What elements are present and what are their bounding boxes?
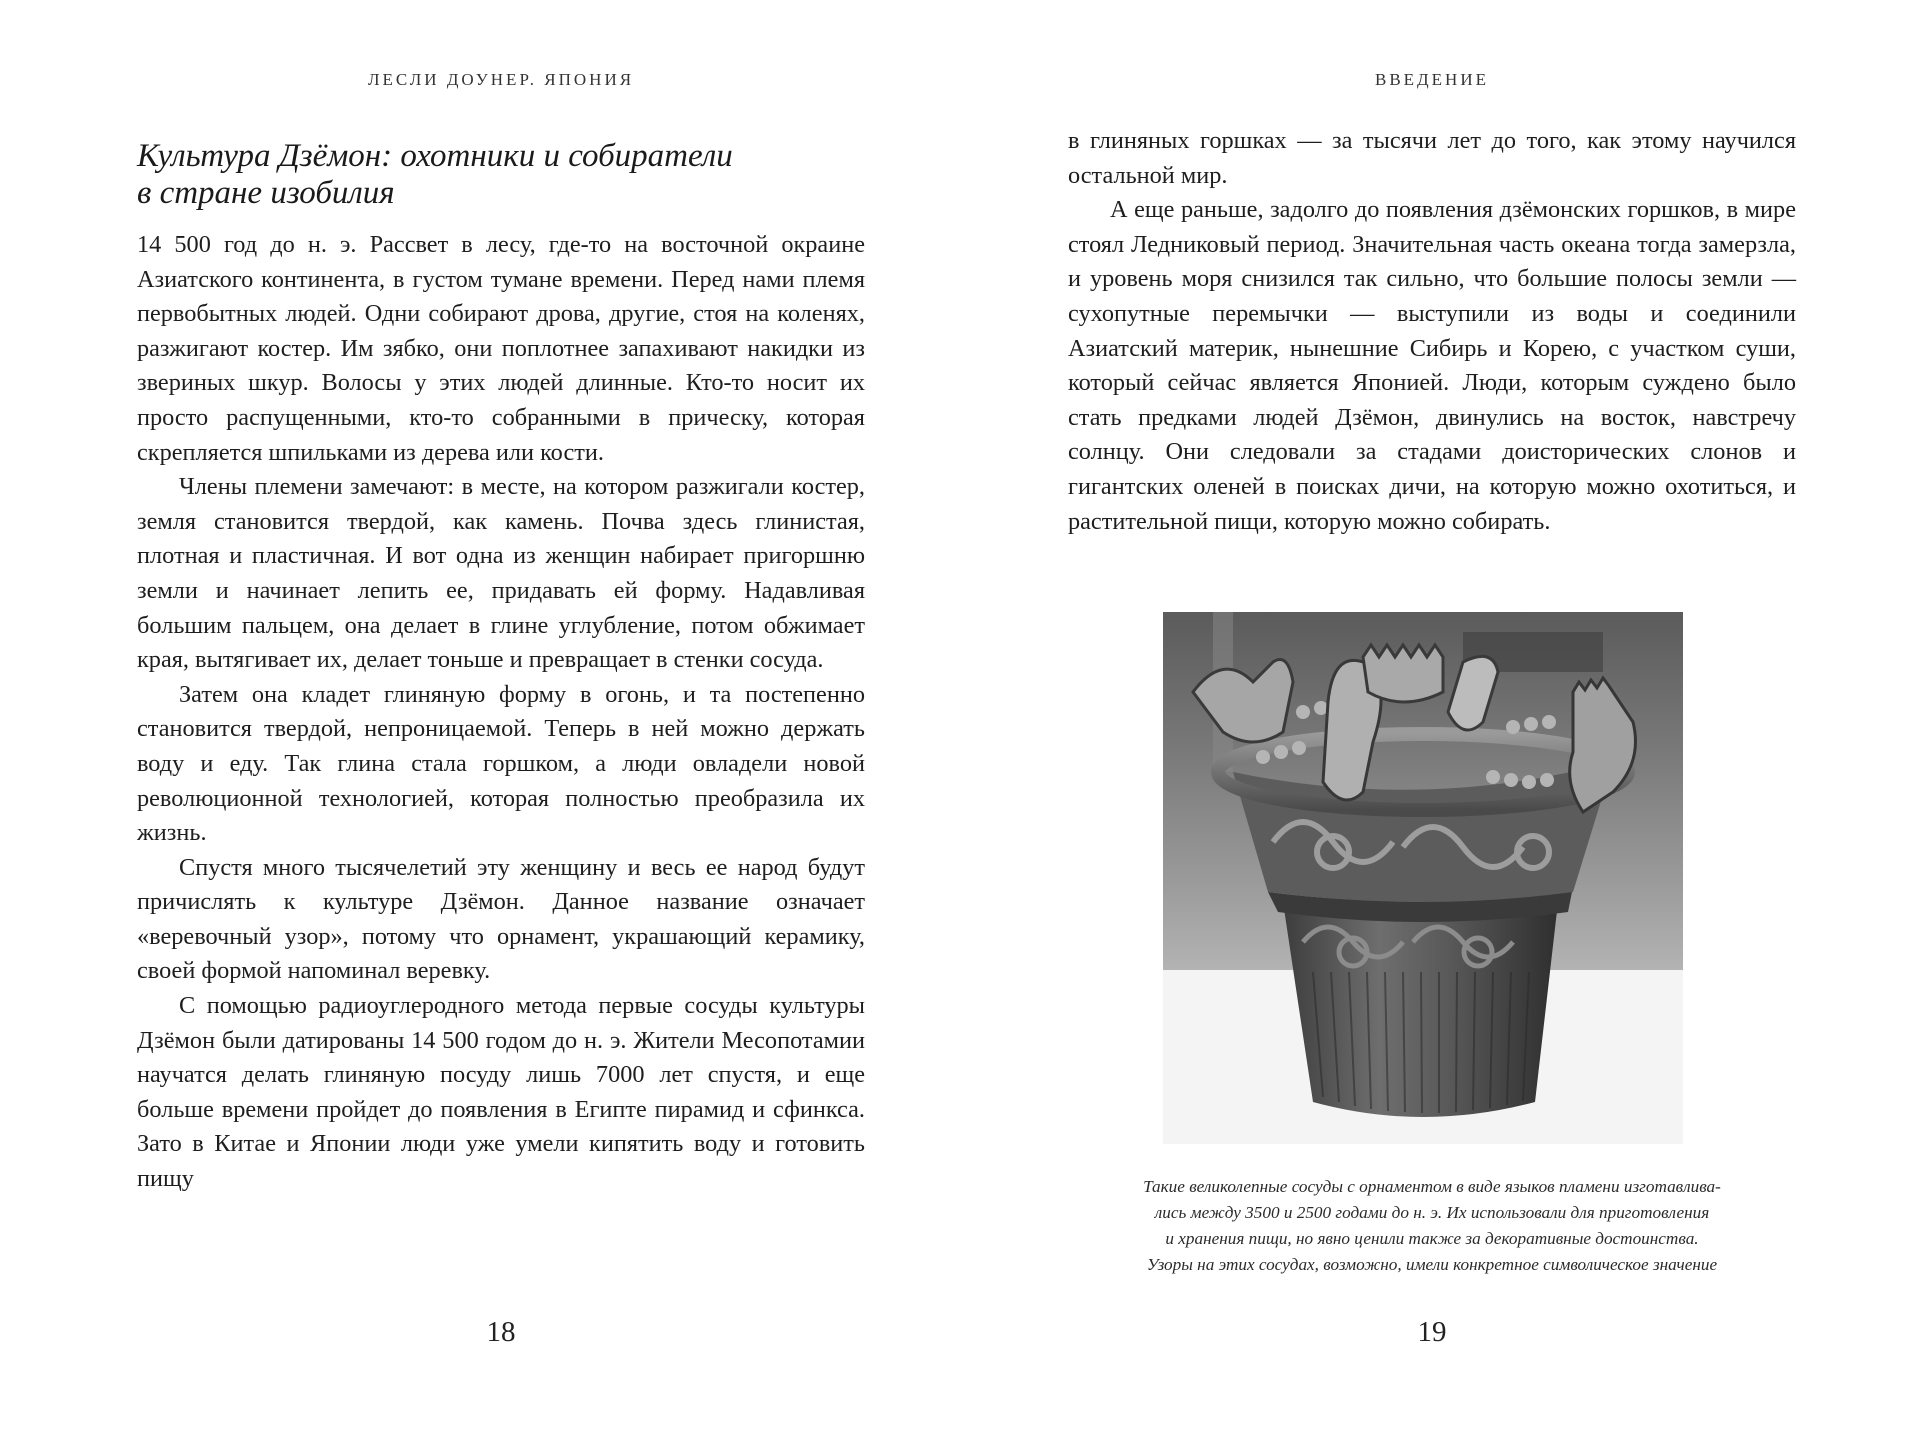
paragraph: Члены племени замечают: в месте, на котором разжигали костер, земля становится твердой, как камень. Почва здесь глинистая, плотная и пластичная. И вот одна из женщин набирает пригоршню земли и начинает лепить ее, придавать ей форму. Надавливая большим пальцем, она делает в глине углубление, потом обжимает края, вытягивает их, делает тоньше и превращает в стенки сосуда. (137, 473, 865, 674)
left-body-text (137, 228, 865, 1197)
paragraph: Спустя много тысячелетий эту женщину и весь ее народ будут причислять к культуре Дзёмон. Данное название означает «веревочный узор», потому что орнамент, украшающий керамику, своей формой напоминал веревку. (137, 853, 865, 985)
caption-line: Такие великолепные сосуды с орнаментом в виде языков пламени изготавлива- (1143, 1177, 1721, 1196)
caption-line: лись между 3500 и 2500 годами до н. э. Их использовали для приготовления (1154, 1203, 1710, 1222)
flame-pot-illustration-icon (1163, 612, 1683, 1144)
paragraph: Затем она кладет глиняную форму в огонь, и та постепенно становится твердой, непроницаемой. Теперь в ней можно держать воду и еду. Так глина стала горшком, а люди овладели новой революционной технологией, которая полностью преобразила их жизнь. (137, 680, 865, 847)
paragraph: 14 500 год до н. э. Рассвет в лесу, где-то на восточной окраине Азиатского континента, в густом тумане времени. Перед нами племя первобытных людей. Одни собирают дрова, другие, стоя на коленях, разжигают костер. Им зябко, они поплотнее запахивают накидки из звериных шкур. Волосы у этих людей длинные. Кто-то носит их просто распущенными, кто-то собранными в прическу, которая скрепляется шпильками из дерева или кости. (137, 231, 865, 466)
running-head-right: ВВЕДЕНИЕ (1375, 70, 1489, 89)
running-head-left: ЛЕСЛИ ДОУНЕР. ЯПОНИЯ (367, 70, 635, 89)
page-number-right: 19 (1417, 1316, 1447, 1348)
page-number-left: 18 (486, 1316, 516, 1348)
chapter-title-line2: в стране изобилия (137, 175, 395, 211)
figure-caption (1060, 1174, 1804, 1278)
paragraph: в глиняных горшках — за тысячи лет до того, как этому научился остальной мир. (1068, 127, 1796, 189)
left-page (137, 0, 865, 1432)
right-body-text (1068, 124, 1796, 539)
jomon-pot-photo (1163, 612, 1683, 1144)
chapter-title-line1: Культура Дзёмон: охотники и собиратели (137, 138, 733, 174)
caption-line: и хранения пищи, но явно ценили также за декоративные достоинства. (1165, 1229, 1699, 1248)
paragraph: А еще раньше, задолго до появления дзёмонских горшков, в мире стоял Ледниковый период. Значительная часть океана тогда замерзла, и уровень моря снизился так сильно, что большие полосы земли — сухопутные перемычки — выступили из воды и соединили Азиатский материк, нынешние Сибирь и Корею, с участком суши, который сейчас является Японией. Люди, которым суждено было стать предками людей Дзёмон, двинулись на восток, навстречу солнцу. Они следовали за стадами доисторических слонов и гигантских оленей в поисках дичи, на которую можно охотиться, и растительной пищи, которую можно собирать. (1068, 196, 1796, 535)
chapter-title (137, 138, 865, 212)
paragraph: С помощью радиоуглеродного метода первые сосуды культуры Дзёмон были датированы 14 500 годом до н. э. Жители Месопотамии научатся делать глиняную посуду лишь 7000 лет спустя, и еще больше времени пройдет до появления в Египте пирамид и сфинкса. Зато в Китае и Японии люди уже умели кипятить воду и готовить пищу (137, 992, 865, 1193)
caption-line: Узоры на этих сосудах, возможно, имели конкретное символическое значение (1146, 1255, 1718, 1274)
